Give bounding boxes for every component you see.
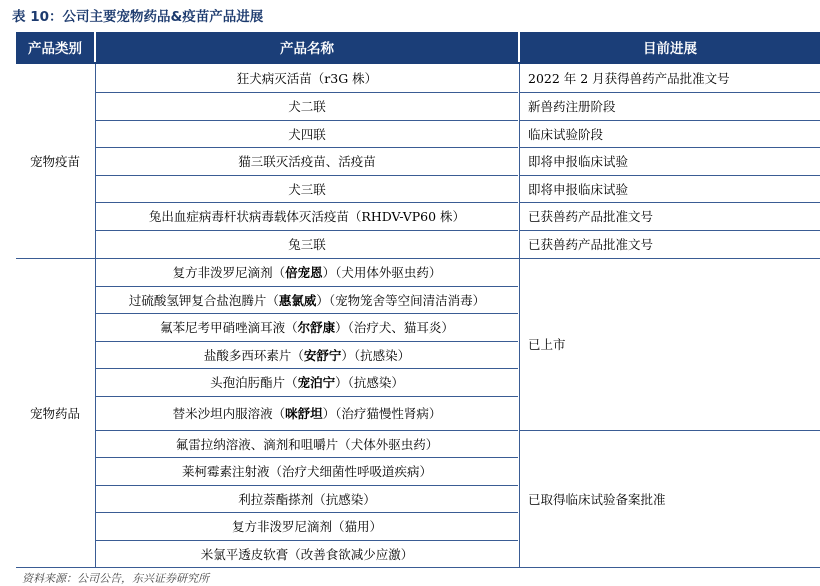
product-name-cell: [96, 512, 518, 540]
column-separator: [519, 64, 520, 567]
product-name-cell: [96, 230, 518, 258]
product-name-suffix: ）（犬用体外驱虫药）: [322, 265, 442, 280]
product-name-text: 犬三联: [288, 181, 326, 197]
product-name-cell: [96, 313, 518, 341]
product-name-text: 复方非泼罗尼滴剂（猫用）: [231, 519, 382, 534]
progress-cell: 临床试验阶段: [528, 126, 604, 142]
product-name-text: 兔三联: [288, 237, 326, 252]
product-name-cell: [96, 258, 518, 286]
product-name-suffix: ）（抗感染）: [335, 375, 404, 390]
product-name-cell: [96, 202, 518, 230]
product-name-text: 过硫酸氢钾复合盐泡腾片（: [128, 292, 279, 308]
product-name-text: 犬二联: [288, 99, 326, 114]
product-brand-name: 安舒宁: [303, 347, 342, 363]
product-brand-name: 宠泊宁: [297, 375, 336, 390]
progress-cell: 新兽药注册阶段: [528, 99, 616, 114]
product-name-text: 替米沙坦内服溶液（: [172, 406, 286, 421]
product-name-text: 头孢泊肟酯片（: [210, 375, 298, 390]
product-name-cell: [96, 368, 518, 396]
category-cell: 宠物疫苗: [29, 154, 80, 169]
product-name-text: 复方非泼罗尼滴剂（: [172, 265, 286, 280]
product-name-suffix: ）（宠物笼舍等空间清洁消毒）: [316, 292, 486, 308]
product-name-cell: [96, 396, 518, 430]
table-title: 表 10：公司主要宠物药品&疫苗产品进展: [12, 9, 264, 25]
header-product-name: 产品名称: [96, 32, 518, 62]
progress-cell: 已获兽药产品批准文号: [528, 209, 654, 224]
header-category: 产品类别: [16, 32, 94, 62]
progress-cell: 即将申报临床试验: [528, 181, 629, 197]
product-name-cell: [96, 457, 518, 485]
product-name-cell: [96, 341, 518, 368]
merged-progress-cell: 已上市: [528, 337, 566, 352]
product-name-text: 猫三联灭活疫苗、活疫苗: [238, 154, 376, 169]
product-name-suffix: ）（治疗猫慢性肾病）: [322, 406, 442, 421]
progress-cell: 2022 年 2 月获得兽药产品批准文号: [528, 71, 730, 86]
product-name-text: 利拉萘酯搽剂（抗感染）: [238, 491, 376, 507]
source-note: 资料来源：公司公告，东兴证券研究所: [22, 572, 209, 585]
product-name-cell: [96, 64, 518, 92]
product-name-cell: [96, 175, 518, 202]
product-name-text: 盐酸多西环素片（: [203, 347, 304, 363]
product-name-cell: [96, 147, 518, 175]
product-name-text: 米氯平透皮软膏（改善食欲减少应激）: [200, 546, 414, 562]
product-name-text: 狂犬病灭活苗（r3G 株）: [236, 71, 378, 86]
merged-progress-cell: 已取得临床试验备案批准: [528, 491, 666, 507]
product-name-cell: [96, 430, 518, 457]
product-brand-name: 尔舒康: [297, 320, 336, 335]
product-name-suffix: ）（治疗犬、猫耳炎）: [335, 320, 454, 335]
header-progress: 目前进展: [520, 32, 820, 62]
table-bottom-rule: [16, 567, 820, 568]
column-separator: [95, 64, 96, 567]
product-brand-name: 咪舒坦: [285, 406, 323, 421]
product-name-text: 兔出血症病毒杆状病毒载体灭活疫苗（RHDV-VP60 株）: [148, 209, 466, 224]
product-name-cell: [96, 120, 518, 147]
product-name-text: 氟苯尼考甲硝唑滴耳液（: [160, 320, 298, 335]
product-brand-name: 惠氯威: [278, 292, 317, 308]
category-cell: 宠物药品: [29, 405, 80, 421]
product-name-cell: [96, 485, 518, 512]
product-name-text: 氟雷拉纳溶液、滴剂和咀嚼片（犬体外驱虫药）: [175, 436, 439, 452]
product-name-text: 莱柯霉素注射液（治疗犬细菌性呼吸道疾病）: [181, 464, 432, 479]
product-brand-name: 倍宠恩: [285, 265, 323, 280]
progress-cell: 已获兽药产品批准文号: [528, 237, 654, 252]
product-name-cell: [96, 540, 518, 567]
product-name-text: 犬四联: [288, 126, 326, 142]
product-name-suffix: ）（抗感染）: [341, 347, 411, 363]
progress-cell: 即将申报临床试验: [528, 154, 629, 169]
product-name-cell: [96, 92, 518, 120]
product-name-cell: [96, 286, 518, 313]
